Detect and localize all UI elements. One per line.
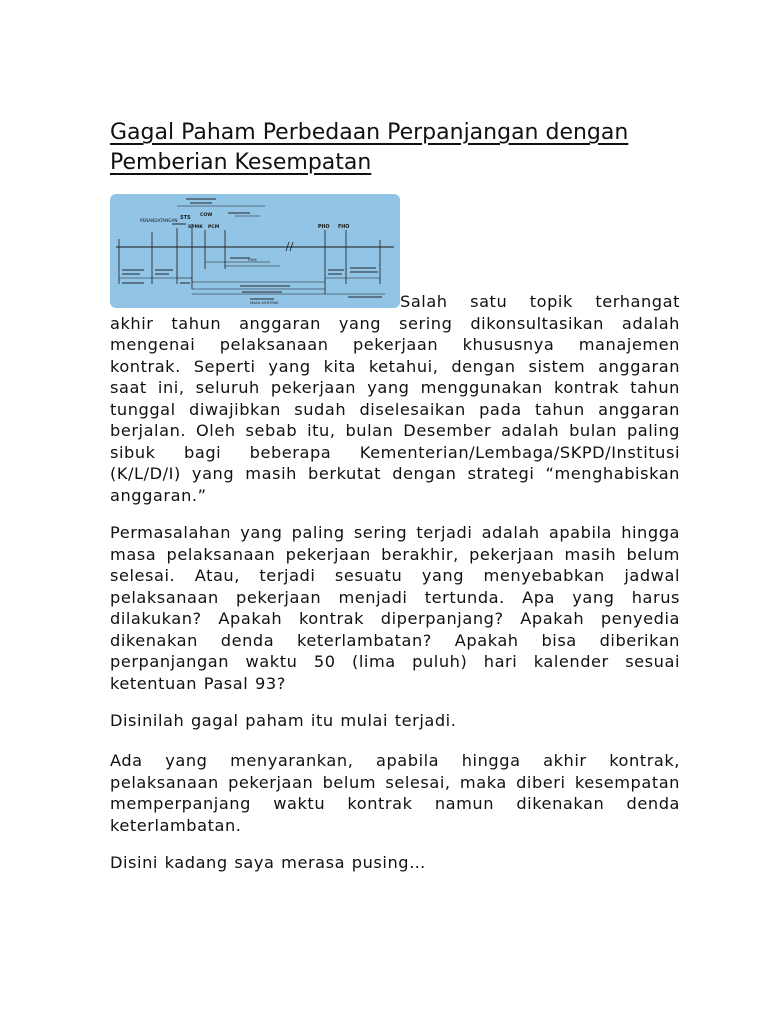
article-title-text: Gagal Paham Perbedaan Perpanjangan dengan Pemberian Kesempatan	[110, 120, 629, 175]
label-cow: COW	[200, 213, 213, 218]
paragraph-1: Salah satu topik terhangat akhir tahun anggaran yang sering dikonsultasikan adalah mengenai pelaksanaan pekerjaan khususnya manajemen kontrak. Seperti yang kita ketahui, dengan sistem anggaran saat ini, seluruh pekerjaan yang menggunakan kontrak tahun tunggal diwajibkan sudah diselesaikan pada tahun anggaran berjalan. Oleh sebab itu, bulan Desember adalah bulan paling sibuk bagi beberapa Kementerian/Lembaga/SKPD/Institusi (K/L/D/I) yang masih berkutat dengan strategi “menghabiskan anggaran.”	[110, 292, 680, 505]
paragraph-4: Ada yang menyarankan, apabila hingga akhir kontrak, pelaksanaan pekerjaan belum selesai, maka diberi kesempatan memperpanjang waktu kontrak namun dikenakan denda keterlambatan.	[110, 751, 680, 835]
label-penandatangan: PENANDATANGAN	[140, 218, 178, 223]
timeline-spans	[119, 262, 385, 294]
paragraph-3: Disinilah gagal paham itu mulai terjadi.	[110, 711, 457, 730]
label-spmk: SPMK	[188, 225, 203, 230]
paragraph-2: Permasalahan yang paling sering terjadi adalah apabila hingga masa pelaksanaan pekerjaan berakhir, pekerjaan masih belum selesai. Atau, terjadi sesuatu yang menyebabkan jadwal pelaksanaan pekerjaan menjadi tertunda. Apa yang harus dilakukan? Apakah kontrak diperpanjang? Apakah penyedia dikenakan denda keterlambatan? Apakah bisa diberikan perpanjangan waktu 50 (lima puluh) hari kalender sesuai ketentuan Pasal 93?	[110, 523, 680, 693]
label-sts: STS	[180, 215, 191, 221]
label-masa-kontrak: MASA KONTRAK	[250, 301, 279, 305]
label-fho: FHO	[338, 225, 350, 230]
small-caption-blocks	[122, 198, 382, 300]
paragraph-5: Disini kadang saya merasa pusing…	[110, 853, 426, 872]
label-fisik: FISIK	[248, 258, 257, 262]
article-title	[110, 118, 630, 178]
label-pcm: PCM	[208, 225, 220, 230]
label-pho: PHO	[318, 225, 330, 230]
